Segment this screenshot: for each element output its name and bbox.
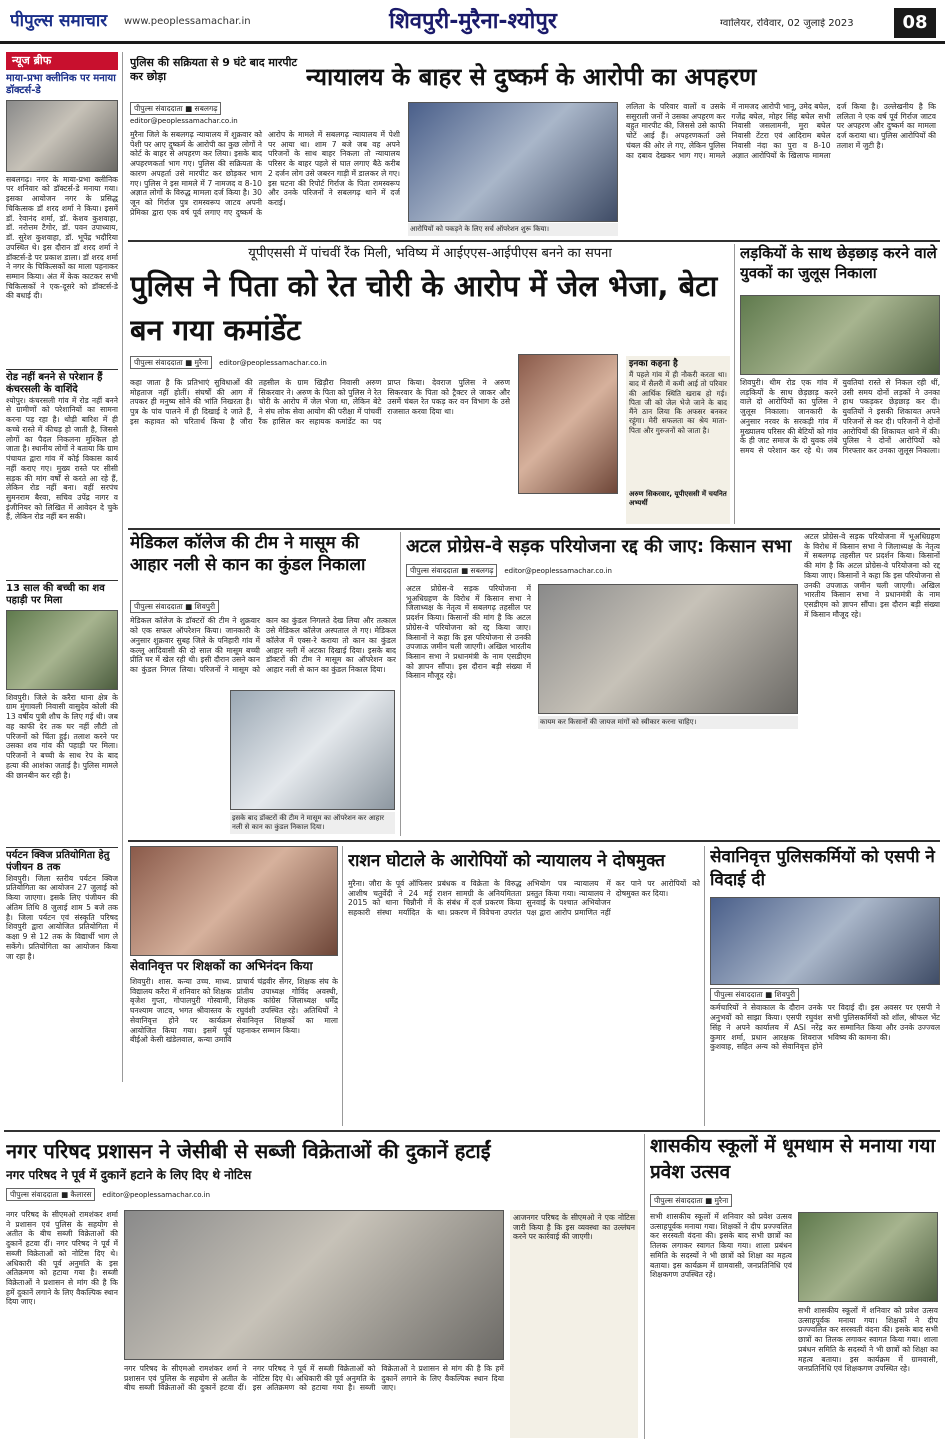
story-body: कर्मचारियों ने सेवाकाल के दौरान उनके अनुभवों को साझा किया। एसपी रघुवंश सिंह ने अपने कार्यालय में ASI नरेंद्र कुमार शर्मा, प्रधान आरक्षक शिवराज कुशवाह, सहित अन्य को सेवानिवृत्त होने पर विदाई दी। इस अवसर पर एसपी ने सभी पुलिसकर्मियों को शॉल, श्रीफल भेंट कर सम्मानित किया और उनके उज्ज्वल भविष्य की कामना की। bbox=[710, 1003, 940, 1052]
story-kidnapping bbox=[130, 56, 938, 236]
story-photo bbox=[408, 102, 618, 222]
photo-caption: आरोपियों को पकड़ने के लिए सर्च ऑपरेशन शुरू किया। bbox=[408, 223, 618, 236]
byline: पीपुल्स संवाददाता ■ सबलगढ़ bbox=[130, 102, 221, 115]
quote-text: मैं पहले गांव में ही नौकरी करता था। बाद में सैलरी में कमी आई तो परिवार की आर्थिक स्थिति खराब हो गई। पिता जी को जेल भेजे जाने के बाद मैंने ठान लिया कि अफसर बनकर रहूंगा। मेरी सफलता का श्रेय माता-पिता और गुरुजनों को जाता है। bbox=[629, 370, 727, 435]
story-body: शिवपुरी। शास. कन्या उच्च. माध्य. विद्यालय करैरा में शनिवार को शिक्षक बृजेश गुप्ता, गोपालपुरी गोस्वामी, घनश्याम जाटव, भगत श्रीवास्तव के सेवानिवृत्त होने पर कार्यक्रम आयोजित किया गया। इसमें पूर्व बीईओ केसी खंडेलवाल, कन्या उमावि प्राचार्य चंद्रवीर सेंगर, शिक्षक संघ के प्रांतीय उपाध्यक्ष गोविंद अवस्थी, शिक्षक कांग्रेस जिलाध्यक्ष धर्मेंद्र रघुवंशी उपस्थित रहे। अतिथियों ने सेवानिवृत्त शिक्षकों का माला पहनाकर सम्मान किया। bbox=[130, 977, 338, 1045]
byline: पीपुल्स संवाददाता ■ कैलारस bbox=[6, 1188, 95, 1201]
story-headline: मेडिकल कॉलेज की टीम ने मासूम की आहार नली से कान का कुंडल निकाला bbox=[130, 533, 366, 576]
story-body: सभी शासकीय स्कूलों में शनिवार को प्रवेश उत्सव उत्साहपूर्वक मनाया गया। शिक्षकों ने दीप प्रज्ज्वलित कर सरस्वती वंदना की। इसके बाद सभी छात्रों का तिलक लगाकर स्वागत किया गया। शाला प्रबंधन समिति के सदस्यों ने भी छात्रों को शिक्षा का महत्व बताया। इस कार्यक्रम में ग्रामवासी, जनप्रतिनिधि एवं शिक्षकगण उपस्थित रहे। bbox=[650, 1212, 792, 1280]
section-rule bbox=[4, 1130, 940, 1132]
byline: पीपुल्स संवाददाता ■ मुरैना bbox=[130, 356, 212, 369]
story-byline-box bbox=[130, 356, 390, 378]
brief-photo bbox=[6, 100, 118, 172]
byline: पीपुल्स संवाददाता ■ सबलगढ़ bbox=[406, 564, 497, 577]
story-farmers bbox=[406, 532, 940, 836]
reporter-email[interactable]: editor@peoplessamachar.co.in bbox=[504, 567, 612, 575]
edition-title: शिवपुरी-मुरैना-श्योपुर bbox=[389, 9, 557, 34]
quote-title: इनका कहना है bbox=[629, 359, 678, 369]
quote-box bbox=[626, 356, 730, 524]
story-commandant bbox=[130, 244, 730, 524]
reporter-email[interactable]: editor@peoplessamachar.co.in bbox=[102, 1191, 211, 1199]
reporter-email[interactable]: editor@peoplessamachar.co.in bbox=[130, 117, 238, 126]
story-body: नगर परिषद के सीएमओ रामशंकर शर्मा ने प्रशासन एवं पुलिस के सहयोग से अतीत के बीच सब्जी विक्रेताओं की दुकानें हटवा दीं। नगर परिषद ने पूर्व में सब्जी विक्रेताओं को नोटिस दिए थे। अधिकारी की पूर्व अनुमति के इस अतिक्रमण को हटाया गया है। सब्जी विक्रेताओं ने प्रशासन से मांग की है कि हमें दुकानें लगाने के लिए वैकल्पिक स्थान दिया जाए। bbox=[6, 1210, 118, 1307]
website-url[interactable]: www.peoplessamachar.in bbox=[124, 16, 251, 27]
story-body: मेडिकल कॉलेज के डॉक्टरों की टीम ने शुक्रवार को एक सफल ऑपरेशन किया। जानकारी के अनुसार शुक्रवार सुबह जिले के पनिहारी गांव में कल्लू आदिवासी की दो साल की मासूम बच्ची प्रीति घर में खेल रही थी। इसी दौरान उसने कान का कुंडल निगल लिया। परिजनों ने मासूम को कान का कुंडल निगलते देख लिया और तत्काल उसे मेडिकल कॉलेज अस्पताल ले गए। मेडिकल कॉलेज में एक्स-रे कराया तो कान का कुंडल आहार नली में अटका दिखाई दिया। इसके बाद डॉक्टरों की टीम ने मासूम का ऑपरेशन कर आहार नली से कान का कुंडल निकाल दिया। bbox=[130, 616, 396, 674]
story-kicker: नगर परिषद ने पूर्व में दुकानें हटाने के लिए दिए थे नोटिस bbox=[6, 1168, 252, 1182]
column-divider bbox=[734, 244, 735, 524]
story-body: मुरैना जिले के सबलगढ़ न्यायालय में शुक्रवार को पेशी पर आए दुष्कर्म के आरोपी का कुछ लोगों ने कोर्ट के बाहर से अपहरण कर लिया। इसके बाद अपहरणकर्ता भाग गए। पुलिस की सक्रियता के कारण अपहर्ता उसे मारपीट कर छोड़कर भाग गए। पुलिस ने इस मामले में 7 नामजद व 8-10 अज्ञात लोगों के विरुद्ध मामला दर्ज किया है। 30 जून को गिर्राज पुत्र रामस्वरूप जाटव अपनी प्रेमिका द्वारा एक वर्ष पूर्व लगाए गए दुष्कर्म के आरोप के मामले में सबलगढ़ न्यायालय में पेशी पर आया था। शाम 7 बजे जब वह अपने परिजनों के साथ बाहर निकला तो न्यायालय परिसर के बाहर पहले से घात लगाए बैठे करीब 2 दर्जन लोग उसे जबरन गाड़ी में डालकर ले गए। इस घटना की रिपोर्ट गिर्राज के पिता रामस्वरूप और उनके परिजनों ने सबलगढ़ थाने में दर्ज कराई। bbox=[130, 130, 400, 217]
brief-story-body: शिवपुरी। जिले के करैरा थाना क्षेत्र के ग्राम मुंगावली निवासी वासुदेव कोली की 13 वर्षीय पुत्री शौच के लिए गई थी। जब वह काफी देर तक घर नहीं लौटी तो परिजनों को चिंता हुई। तलाश करने पर उसका शव गांव की पहाड़ी पर मिला। परिजनों ने बच्ची के साथ रेप के बाद हत्या की आशंका जताई है। पुलिस मामले की छानबीन कर रही है। bbox=[6, 692, 118, 780]
story-body: ललिता के परिवार वालों व उसके ससुराली जनों ने उसका अपहरण कर बहुत मारपीट की, जिससे उसे काफी चोटें आई हैं। अपहरणकर्ता उसे चंबल की ओर ले गए, लेकिन पुलिस का दबाव देखकर भाग गए। मामले में नामजद आरोपी भानू, उमेद बघेल, गजेंद्र बघेल, मोहर सिंह बघेल सभी निवासी जसलामनी, मुरा बघेल निवासी टेंटरा एवं आदिराम बघेल निवासी नंदा का पुरा व 8-10 अज्ञात आरोपियों के खिलाफ मामला दर्ज किया है। उल्लेखनीय है कि ललिता ने एक वर्ष पूर्व गिर्राज जाटव पर अपहरण और दुष्कर्म का मामला दर्ज कराया था। पुलिस आरोपियों की तलाश में जुटी है। bbox=[626, 102, 936, 160]
story-body: अटल प्रोग्रेस-वे सड़क परियोजना में भूअधिग्रहण के विरोध में किसान सभा ने जिलाध्यक्ष के नेतृत्व में सबलगढ़ तहसील पर प्रदर्शन किया। किसानों की मांग है कि अटल प्रोग्रेस-वे परियोजना को रद्द किया जाए। किसानों ने कहा कि इस परियोजना से उनकी उपजाऊ जमीन चली जाएगी। अखिल भारतीय किसान सभा ने प्रधानमंत्री के नाम एसडीएम को ज्ञापन सौंपा। इस दौरान बड़ी संख्या में किसान मौजूद रहे। bbox=[406, 584, 531, 681]
story-headline: पुलिस ने पिता को रेत चोरी के आरोप में जेल भेजा, बेटा बन गया कमांडेंट bbox=[130, 269, 718, 347]
column-divider bbox=[704, 846, 705, 1126]
candidate-portrait bbox=[518, 354, 618, 494]
story-body: नगर परिषद के सीएमओ रामशंकर शर्मा ने प्रशासन एवं पुलिस के सहयोग से अतीत के बीच सब्जी विक्रेताओं की दुकानें हटवा दीं। नगर परिषद ने पूर्व में सब्जी विक्रेताओं को नोटिस दिए थे। अधिकारी की पूर्व अनुमति के इस अतिक्रमण को हटाया गया है। सब्जी विक्रेताओं ने प्रशासन से मांग की है कि हमें दुकानें लगाने के लिए वैकल्पिक स्थान दिया जाए। bbox=[124, 1364, 504, 1393]
story-vendors bbox=[6, 1134, 640, 1439]
brief-photo bbox=[6, 610, 118, 690]
story-photo bbox=[798, 1212, 938, 1302]
brief-story-title: 13 साल की बच्ची का शव पहाड़ी पर मिला bbox=[6, 580, 118, 607]
story-headline: नगर परिषद प्रशासन ने जेसीबी से सब्जी विक्रेताओं की दुकानें हटाईं bbox=[6, 1139, 491, 1163]
story-teachers bbox=[130, 846, 338, 1126]
story-sidebar: आजनगर परिषद के सीएमओ ने एक नोटिस जारी किया है कि इस व्यवस्था का उल्लंघन करने पर कार्रवाई की जाएगी। bbox=[510, 1210, 638, 1438]
story-body: शिवपुरी। थीम रोड एक गांव में लड़कियों के साथ छेड़छाड़ करने वाले दो आरोपियों का पुलिस ने जुलूस निकाला। जानकारी के अनुसार नरवर के सरकड़ी गांव में मुख्यालय परिसर की बेटियों को गांव के ही जाट समाज के दो युवक लंबे समय से परेशान कर रहे थे। जब युवतियां रास्ते से निकल रही थीं, उसी समय दोनों लड़कों ने उनका हाथ पकड़कर छेड़छाड़ कर दी। युवतियों ने इसकी शिकायत अपने परिजनों से कर दी। परिजनों ने दोनों आरोपियों की शिकायत थाने में की। पुलिस ने दोनों आरोपियों को गिरफ्तार कर उनका जुलूस निकाला। bbox=[740, 378, 940, 456]
story-headline: अटल प्रोग्रेस-वे सड़क परियोजना रद्द की जाए: किसान सभा bbox=[406, 536, 792, 557]
masthead bbox=[0, 0, 945, 44]
section-rule bbox=[128, 240, 940, 242]
brief-story-body: श्योपुर। कंचरसली गांव में रोड नहीं बनने से ग्रामीणों को परेशानियों का सामना करना पड़ रहा है। थोड़ी बारिश में ही कच्चे रास्ते में कीचड़ हो जाती है, जिससे लोगों का पैदल निकलना मुश्किल हो जाता है। स्थानीय लोगों ने बताया कि ग्राम पंचायत द्वारा गांव में कोई विकास कार्य नहीं कराए गए। मुख्य रास्ते पर सीसी सड़क की मांग वर्षों से करते आ रहे हैं, लेकिन रोड नहीं बना। वहीं सरपंच सुमनराम बैरवा, सचिव उपेंद्र नागर व इंजीनियर को लिखित में आवेदन दे चुके हैं, लेकिन रोड नहीं बन सकी। bbox=[6, 395, 118, 522]
story-photo bbox=[538, 584, 798, 714]
reporter-email[interactable]: editor@peoplessamachar.co.in bbox=[219, 359, 327, 367]
story-body: मुरैना। जौरा के पूर्व ऑफिसर आशीष चतुर्वेदी ने 24 मई 2015 को थाना चिन्नौनी में सहकारी संस्था मर्यादित के प्रबंधक व विक्रेता के विरुद्ध राशन सामग्री के अनियमितता के संबंध में दर्ज प्रकरण किया था। प्रकरण में विवेचना उपरांत अभियोग पत्र न्यायालय में प्रस्तुत किया गया। न्यायालय ने सुनवाई के पश्चात अभियोजन पक्ष द्वारा आरोप प्रमाणित नहीं कर पाने पर आरोपियों को दोषमुक्त कर दिया। bbox=[348, 879, 700, 918]
column-divider bbox=[400, 532, 401, 836]
story-headline: न्यायालय के बाहर से दुष्कर्म के आरोपी का अपहरण bbox=[306, 63, 757, 91]
section-rule bbox=[128, 528, 940, 530]
section-rule bbox=[128, 840, 940, 842]
story-headline: शासकीय स्कूलों में धूमधाम से मनाया गया प्रवेश उत्सव bbox=[650, 1135, 936, 1183]
dateline: ग्वालियर, रविवार, 02 जुलाई 2023 bbox=[720, 18, 854, 29]
page-number: 08 bbox=[894, 8, 936, 38]
story-body: अटल प्रोग्रेस-वे सड़क परियोजना में भूअधिग्रहण के विरोध में किसान सभा ने जिलाध्यक्ष के नेतृत्व में सबलगढ़ तहसील पर प्रदर्शन किया। किसानों की मांग है कि अटल प्रोग्रेस-वे परियोजना को रद्द किया जाए। किसानों ने कहा कि इस परियोजना से उनकी उपजाऊ जमीन चली जाएगी। अखिल भारतीय किसान सभा ने प्रधानमंत्री के नाम एसडीएम को ज्ञापन सौंपा। इस दौरान बड़ी संख्या में किसान मौजूद रहे। bbox=[804, 532, 940, 619]
news-brief-column bbox=[6, 52, 118, 1082]
column-divider bbox=[122, 52, 123, 1082]
newspaper-logo: पीपुल्स समाचार bbox=[10, 11, 108, 31]
story-headline: लड़कियों के साथ छेड़छाड़ करने वाले युवकों का जुलूस निकाला bbox=[740, 244, 937, 282]
story-ration bbox=[348, 846, 700, 1126]
story-headline: सेवानिवृत्त पुलिसकर्मियों को एसपी ने विदाई दी bbox=[710, 847, 935, 890]
story-byline-box bbox=[130, 102, 300, 128]
story-police-farewell bbox=[710, 846, 940, 1126]
brief-story-title: रोड नहीं बनने से परेशान हैं कंचरसली के वाशिंदे bbox=[6, 369, 118, 396]
story-kicker: पुलिस की सक्रियता से 9 घंटे बाद मारपीट कर छोड़ा bbox=[130, 56, 297, 83]
column-divider bbox=[644, 1134, 645, 1439]
story-headline: सेवानिवृत्त पर शिक्षकों का अभिनंदन किया bbox=[130, 959, 313, 973]
story-headline: राशन घोटाले के आरोपियों को न्यायालय ने दोषमुक्त bbox=[348, 851, 665, 871]
story-photo bbox=[710, 897, 940, 985]
story-photo bbox=[230, 690, 395, 810]
quote-attribution: अरुण सिकरवार, यूपीएससी में चयनित अभ्यर्थी bbox=[629, 490, 727, 507]
brief-story-body: सबलगढ़। नगर के माया-प्रभा क्लीनिक पर शनिवार को डॉक्टर्स-डे मनाया गया। इसका आयोजन नगर के प्रसिद्ध चिकित्सक डॉ शरद शर्मा ने किया। इसमें डॉ. रेवानंद शर्मा, डॉ. केशव कुशवाहा, डॉ. नरोत्तम टैगोर, डॉ. पवन उपाध्याय, डॉ. सुरेश कुशवाहा, डॉ. भूपेंद्र भदौरिया उपस्थित थे। इस दौरान डॉ शरद शर्मा ने डॉक्टर्स-डे पर प्रकाश डाला। डॉ शरद शर्मा ने नगर के चिकित्सकों का माला पहनाकर सम्मान किया। अंत में केक काटकर सभी चिकित्सकों ने एक-दूसरे को डॉक्टर्स-डे की बधाई दी। bbox=[6, 174, 118, 301]
byline: पीपुल्स संवाददाता ■ शिवपुरी bbox=[710, 988, 799, 1001]
story-body: कहा जाता है कि प्रतिभाएं सुविधाओं की मोहताज नहीं होतीं। संघर्षों की आग में तपकर ही मनुष्य सोने की भांति निखरता है। पुत्र के पांव पालने में ही दिखाई दे जाते हैं, इस कहावत को चरितार्थ किया है जौरा तहसील के ग्राम खिड़ौरा निवासी अरुण सिकरवार ने। अरुण के पिता को पुलिस ने रेत चोरी के आरोप में जेल भेजा था, लेकिन बेटे ने संघ लोक सेवा आयोग की परीक्षा में पांचवीं रैंक हासिल कर सहायक कमांडेंट का पद प्राप्त किया। देवराज पुलिस ने अरुण सिकरवार के पिता को ट्रैक्टर ले जाकर और उसमें चंबल रेत पकड़ कर वन विभाग के उसे राजसात करवा दिया था। bbox=[130, 378, 510, 426]
column-divider bbox=[342, 846, 343, 1126]
story-photo bbox=[124, 1210, 504, 1360]
news-brief-label: न्यूज ब्रीफ bbox=[6, 52, 118, 70]
brief-story-title: पर्यटन क्विज प्रतियोगिता हेतु पंजीयन 8 तक bbox=[6, 847, 118, 874]
brief-story-title: माया-प्रभा क्लीनिक पर मनाया डॉक्टर्स-डे bbox=[6, 72, 116, 96]
story-school-entrance bbox=[650, 1134, 940, 1439]
story-photo bbox=[740, 295, 940, 375]
photo-caption: इसके बाद डॉक्टरों की टीम ने मासूम का ऑपरेशन कर आहार नली से कान का कुंडल निकाल दिया। bbox=[230, 812, 395, 834]
byline: पीपुल्स संवाददाता ■ शिवपुरी bbox=[130, 600, 219, 613]
photo-caption: कायम कर किसानों की जायज मांगों को स्वीकार करना चाहिए। bbox=[538, 716, 798, 729]
brief-story-body: शिवपुरी। जिला स्तरीय पर्यटन क्विज प्रतियोगिता का आयोजन 27 जुलाई को किया जाएगा। इसके लिए पंजीयन की अंतिम तिथि 8 जुलाई शाम 5 बजे तक है। जिला पर्यटन एवं संस्कृति परिषद शिवपुरी द्वारा आयोजित प्रतियोगिता में कक्षा 9 से 12 तक के विद्यार्थी भाग ले सकेंगे। प्रतियोगिता का आयोजन किया जा रहा है। bbox=[6, 873, 118, 961]
story-procession bbox=[740, 244, 940, 524]
story-kicker: यूपीएससी में पांचवीं रैंक मिली, भविष्य में आईएएस-आईपीएस बनने का सपना bbox=[248, 246, 612, 261]
story-photo bbox=[130, 846, 338, 956]
byline: पीपुल्स संवाददाता ■ मुरैना bbox=[650, 1194, 732, 1207]
story-body: सभी शासकीय स्कूलों में शनिवार को प्रवेश उत्सव उत्साहपूर्वक मनाया गया। शिक्षकों ने दीप प्रज्ज्वलित कर सरस्वती वंदना की। इसके बाद सभी छात्रों का तिलक लगाकर स्वागत किया गया। शाला प्रबंधन समिति के सदस्यों ने भी छात्रों को शिक्षा का महत्व बताया। इस कार्यक्रम में ग्रामवासी, जनप्रतिनिधि एवं शिक्षकगण उपस्थित रहे। bbox=[798, 1306, 938, 1374]
